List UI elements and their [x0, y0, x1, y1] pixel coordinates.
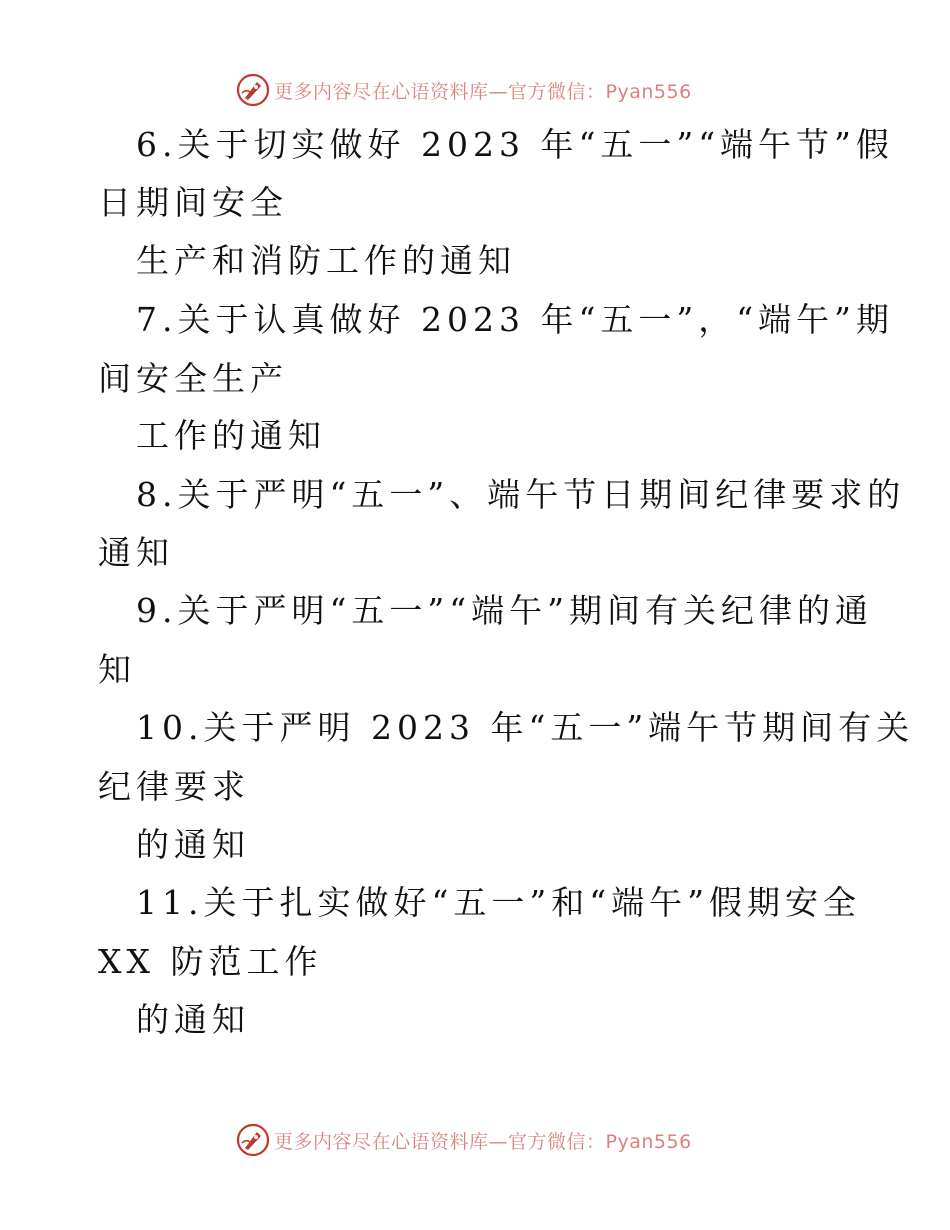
list-item-11-line-1: 11.关于扎实做好“五一”和“端午”假期安全 — [136, 883, 861, 922]
list-item-6-line-1: 6.关于切实做好 2023 年“五一”“端午节”假 — [136, 125, 894, 164]
list-item-6-line-2: 日期间安全 — [98, 183, 288, 222]
footer-banner — [236, 1122, 692, 1158]
list-item-7-line-2: 间安全生产 — [98, 359, 288, 398]
footer-banner-text: 更多内容尽在心语资料库—官方微信：Pyan556 — [274, 1130, 692, 1153]
list-item-10-line-2: 纪律要求 — [98, 767, 250, 806]
pen-nib-logo-icon — [236, 73, 270, 107]
list-item-11-line-3: 的通知 — [136, 1000, 250, 1039]
header-banner — [236, 72, 692, 108]
list-item-10-line-3: 的通知 — [136, 825, 250, 864]
list-item-9-line-1: 9.关于严明“五一”“端午”期间有关纪律的通 — [136, 591, 873, 630]
list-item-10-line-1: 10.关于严明 2023 年“五一”端午节期间有关 — [136, 708, 915, 747]
list-item-7-line-1: 7.关于认真做好 2023 年“五一”，“端午”期 — [136, 300, 894, 339]
list-item-8-line-2: 通知 — [98, 533, 174, 572]
list-item-6-line-3: 生产和消防工作的通知 — [136, 241, 516, 280]
header-banner-text: 更多内容尽在心语资料库—官方微信：Pyan556 — [274, 80, 692, 103]
list-item-8-line-1: 8.关于严明“五一”、端午节日期间纪律要求的 — [136, 475, 906, 514]
list-item-9-line-2: 知 — [98, 650, 136, 689]
list-item-11-line-2: XX 防范工作 — [98, 942, 323, 981]
list-item-7-line-3: 工作的通知 — [136, 416, 326, 455]
pen-nib-logo-icon — [236, 1123, 270, 1157]
